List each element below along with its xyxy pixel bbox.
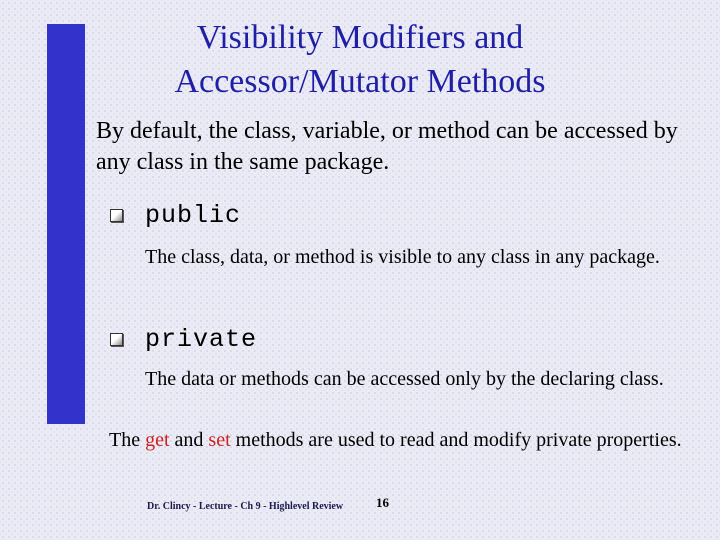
bullet-private	[110, 324, 610, 354]
slide-title	[100, 16, 620, 104]
bullet-description: The class, data, or method is visible to any class in any package.	[145, 246, 660, 268]
getset-suffix: methods are used to read and modify private properties.	[230, 429, 682, 451]
getset-prefix: The	[109, 429, 146, 451]
bullet-public	[110, 200, 610, 230]
page-number: 16	[376, 495, 389, 510]
getset-middle: and	[169, 429, 209, 451]
title-line-1: Visibility Modifiers and	[196, 19, 524, 56]
checkbox-bullet-icon	[110, 209, 123, 222]
getset-text	[109, 426, 720, 455]
footer-text: Dr. Clincy - Lecture - Ch 9 - Highlevel Review	[147, 501, 344, 512]
set-keyword: set	[208, 429, 231, 451]
intro-text: By default, the class, variable, or method can be accessed by any class in the same package.	[96, 118, 678, 175]
accent-bar	[47, 24, 85, 424]
bullet-description: The data or methods can be accessed only by the declaring class.	[145, 368, 664, 390]
get-keyword: get	[145, 429, 170, 451]
bullet-keyword: public	[145, 200, 242, 230]
checkbox-bullet-icon	[110, 333, 123, 346]
bullet-keyword: private	[145, 324, 258, 354]
title-line-2: Accessor/Mutator Methods	[174, 63, 546, 100]
